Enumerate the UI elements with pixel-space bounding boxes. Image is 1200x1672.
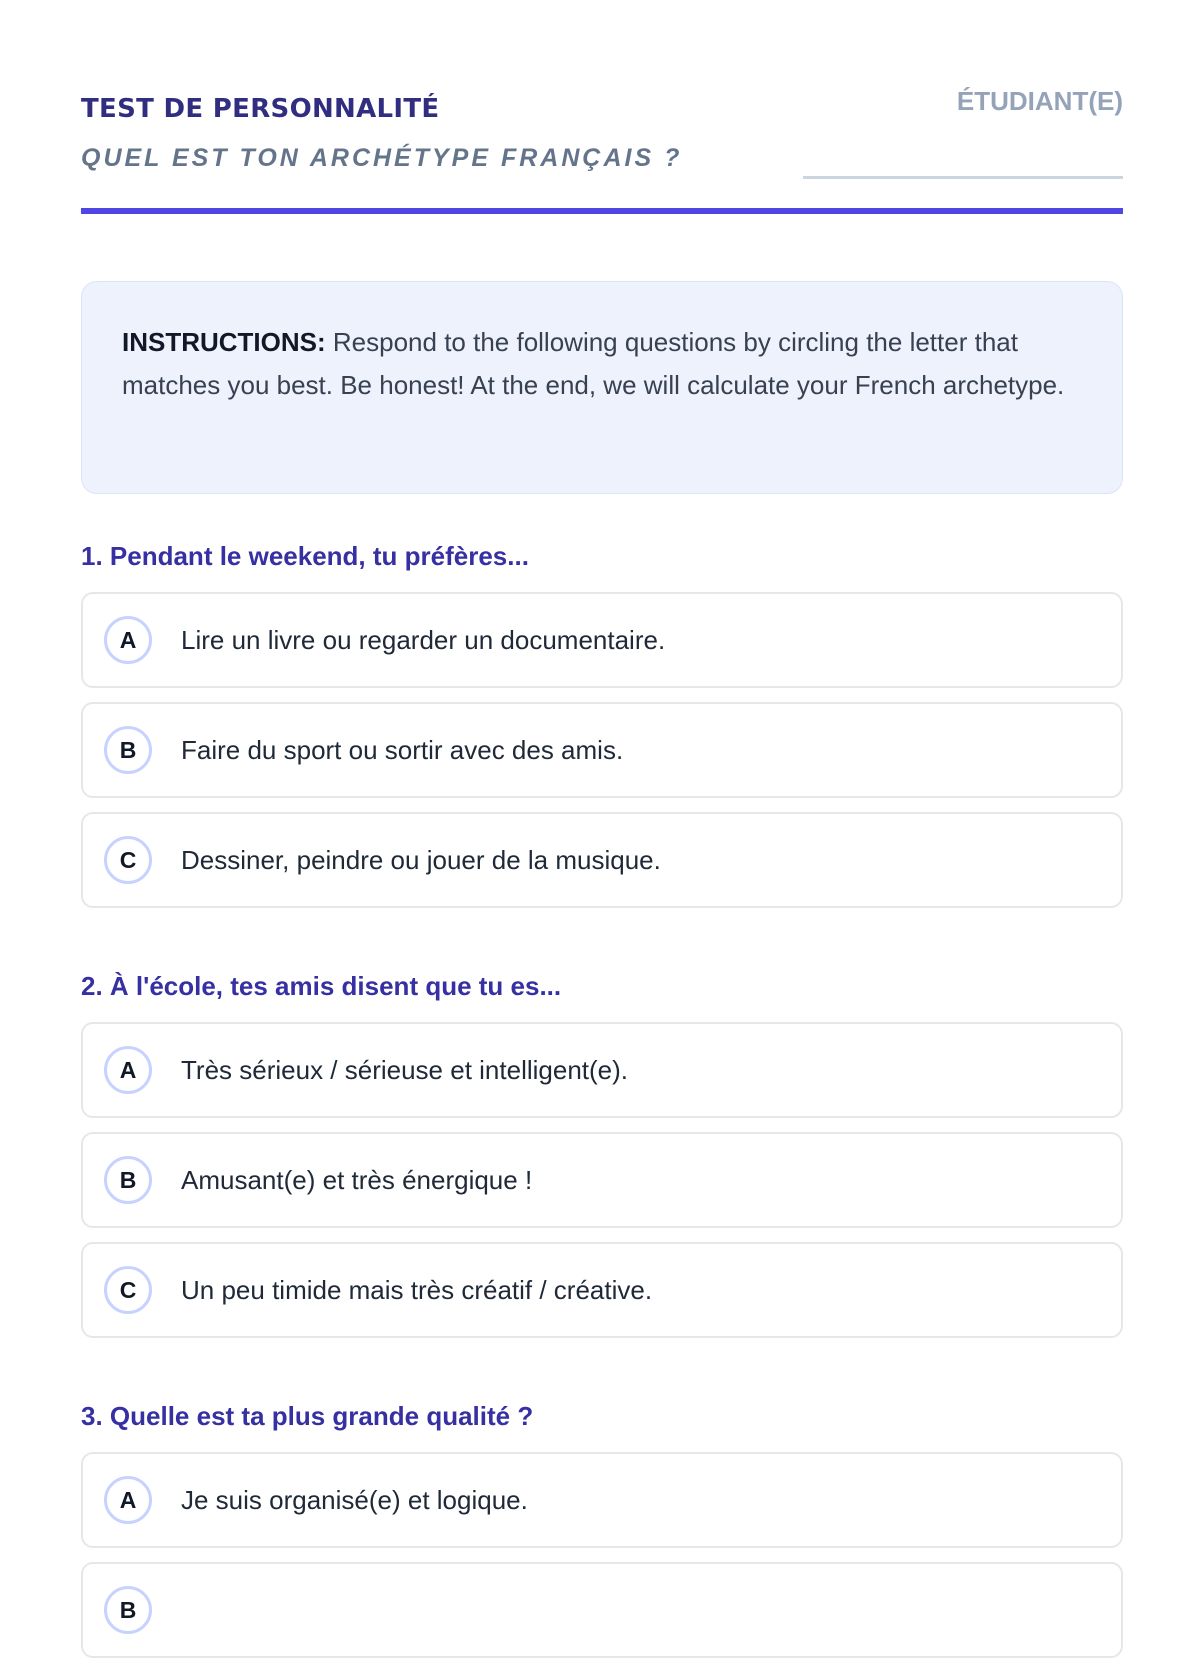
instructions-text: Respond to the following questions by circling the letter that matches you best. Be honest! At the end, we will calculate your French archetype.	[122, 327, 1065, 400]
option-3b[interactable]	[81, 1562, 1123, 1658]
option-text: Je suis organisé(e) et logique.	[181, 1484, 528, 1515]
option-2b[interactable]	[81, 1132, 1123, 1228]
option-letter-badge[interactable]: B	[104, 1586, 152, 1634]
page-title: TEST DE PERSONNALITÉ	[81, 94, 440, 124]
option-1c[interactable]	[81, 812, 1123, 908]
student-name-line	[803, 176, 1123, 179]
option-letter-badge[interactable]: A	[104, 616, 152, 664]
option-letter-badge[interactable]: C	[104, 1266, 152, 1314]
option-text: Dessiner, peindre ou jouer de la musique.	[181, 844, 661, 875]
option-letter-badge[interactable]: A	[104, 1476, 152, 1524]
option-text: Un peu timide mais très créatif / créative.	[181, 1274, 653, 1305]
option-text: Très sérieux / sérieuse et intelligent(e).	[181, 1054, 629, 1085]
page-subtitle: QUEL EST TON ARCHÉTYPE FRANÇAIS ?	[81, 144, 683, 172]
option-letter-badge[interactable]: B	[104, 726, 152, 774]
option-text: Faire du sport ou sortir avec des amis.	[181, 734, 624, 765]
option-text: Lire un livre ou regarder un documentaire.	[181, 624, 666, 655]
instructions-box	[81, 281, 1123, 494]
option-letter-badge[interactable]: C	[104, 836, 152, 884]
question-title: 3. Quelle est ta plus grande qualité ?	[81, 1401, 534, 1431]
question-title: 2. À l'école, tes amis disent que tu es...	[81, 971, 562, 1001]
question-title: 1. Pendant le weekend, tu préfères...	[81, 541, 529, 571]
page-header	[81, 86, 1123, 214]
student-label: ÉTUDIANT(E)	[956, 86, 1123, 116]
option-letter-badge[interactable]: B	[104, 1156, 152, 1204]
question-2	[81, 971, 1123, 1352]
question-3	[81, 1401, 1123, 1672]
option-2a[interactable]	[81, 1022, 1123, 1118]
instructions-lead: INSTRUCTIONS:	[122, 327, 326, 357]
option-3a[interactable]	[81, 1452, 1123, 1548]
option-1a[interactable]	[81, 592, 1123, 688]
option-1b[interactable]	[81, 702, 1123, 798]
option-2c[interactable]	[81, 1242, 1123, 1338]
option-text: Amusant(e) et très énergique !	[181, 1164, 533, 1195]
option-letter-badge[interactable]: A	[104, 1046, 152, 1094]
question-1	[81, 541, 1123, 922]
